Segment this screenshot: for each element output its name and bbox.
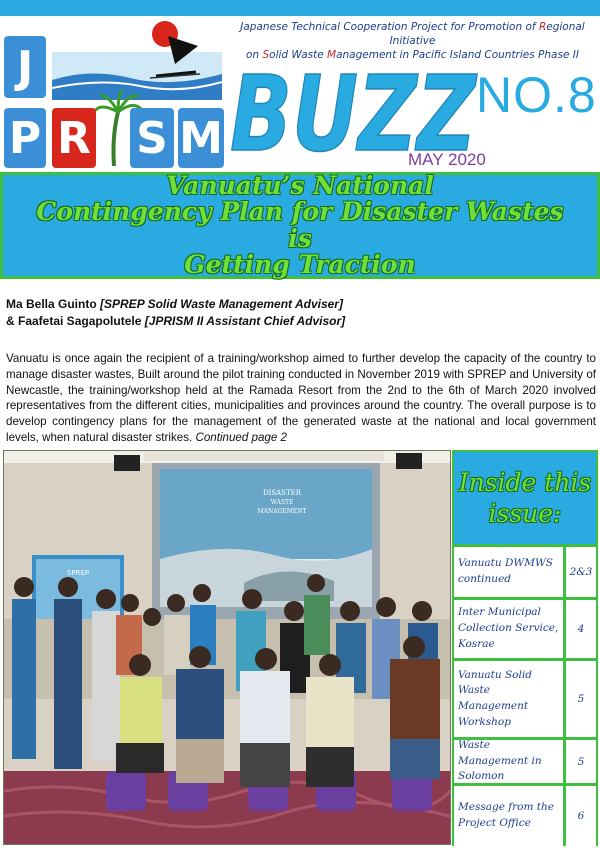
project-title-line2-a: on bbox=[246, 49, 263, 62]
article-body bbox=[6, 351, 596, 446]
toc-item-title: Message from the Project Office bbox=[454, 786, 566, 846]
buzz-wordmark bbox=[226, 48, 481, 160]
project-title-line2-b: olid Waste bbox=[269, 49, 328, 62]
issue-number: NO.8 bbox=[476, 67, 597, 123]
headline-band bbox=[0, 172, 600, 279]
sidebar-title bbox=[454, 452, 596, 544]
project-title-line1 bbox=[230, 20, 595, 48]
project-title-line1-b: egional Initiative bbox=[389, 21, 585, 48]
toc-item-page: 6 bbox=[577, 810, 585, 822]
screen-title-line3: MANAGEMENT bbox=[257, 508, 307, 515]
headline-line3: Getting Traction bbox=[184, 249, 416, 279]
toc-item-title: Vanuatu DWMWS continued bbox=[454, 547, 566, 597]
jprism-logo bbox=[0, 16, 228, 172]
table-of-contents bbox=[454, 544, 596, 846]
author1-name: Ma Bella Guinto bbox=[6, 297, 101, 311]
headline bbox=[3, 171, 597, 279]
author2-role: [JPRISM II Assistant Chief Advisor] bbox=[144, 313, 346, 328]
toc-item[interactable] bbox=[454, 737, 596, 783]
group-photo-illustration bbox=[4, 451, 451, 845]
toc-item-title: Inter Municipal Collection Service, Kosrae bbox=[454, 600, 566, 658]
project-title-line2-c: anagement in Pacific Island Countries Phase II bbox=[336, 49, 579, 62]
toc-item-title: Vanuatu Solid Waste Management Workshop bbox=[454, 661, 566, 737]
banner-text: SPREP bbox=[66, 569, 90, 577]
toc-item[interactable] bbox=[454, 783, 596, 846]
toc-item-page: 4 bbox=[577, 623, 585, 635]
sidebar-title-line2: issue: bbox=[488, 499, 562, 528]
inside-this-issue-panel bbox=[452, 450, 598, 846]
toc-item[interactable] bbox=[454, 658, 596, 737]
headline-text bbox=[23, 173, 577, 278]
buzz-title: BUZZ bbox=[230, 53, 478, 160]
project-title-line1-a: Japanese Technical Cooperation Project for Promotion of bbox=[240, 21, 539, 33]
continued-link[interactable]: Continued page 2 bbox=[195, 430, 287, 444]
logo-letter-m: M bbox=[178, 108, 224, 168]
logo-letter-p: P bbox=[4, 108, 46, 168]
byline bbox=[6, 296, 596, 330]
article-paragraph: Vanuatu is once again the recipient of a training/workshop aimed to further develop the capacity of the country to manage disaster wastes, Built around the pilot training conducted in November 2019 with SPREP and University of Newcastle, the training/workshop held at the Ramada Resort from the 2nd to the 6th of March 2020 involved representatives from the different cities, municipalities and provinces around the country. The overall purpose is to develop contingency plans for the management of the generated waste at the national and local government levels, when natural disaster strikes. bbox=[6, 352, 596, 444]
headline-line1: Vanuatu’s National bbox=[166, 171, 434, 200]
toc-item-page: 2&3 bbox=[569, 566, 593, 578]
top-accent-bar bbox=[0, 0, 600, 16]
sidebar-title-line1: Inside this bbox=[458, 467, 592, 497]
issue-date: MAY 2020 bbox=[408, 150, 486, 169]
project-title-line2-m: M bbox=[327, 49, 337, 62]
author2-name: & Faafetai Sagapolutele bbox=[6, 313, 145, 328]
headline-line2: Contingency Plan for Disaster Wastes is bbox=[36, 197, 564, 253]
screen-title-line2: WASTE bbox=[270, 499, 294, 506]
logo-letter-j: J bbox=[4, 36, 46, 98]
logo-letter-s: S bbox=[130, 108, 174, 168]
project-title-line2-s: S bbox=[262, 49, 270, 62]
group-photo bbox=[3, 450, 451, 845]
toc-item[interactable] bbox=[454, 597, 596, 658]
author1-role: [SPREP Solid Waste Management Adviser] bbox=[100, 297, 343, 311]
screen-title-line1: DISASTER bbox=[262, 489, 302, 497]
byline-author1 bbox=[6, 296, 596, 313]
toc-item-page: 5 bbox=[577, 755, 585, 768]
project-title-line1-r: R bbox=[538, 21, 547, 33]
logo-letter-r: R bbox=[52, 108, 96, 168]
toc-item[interactable] bbox=[454, 544, 596, 597]
toc-item-page: 5 bbox=[577, 693, 585, 705]
byline-author2 bbox=[6, 313, 596, 330]
toc-item-title: Waste Management in Solomon bbox=[454, 740, 566, 783]
